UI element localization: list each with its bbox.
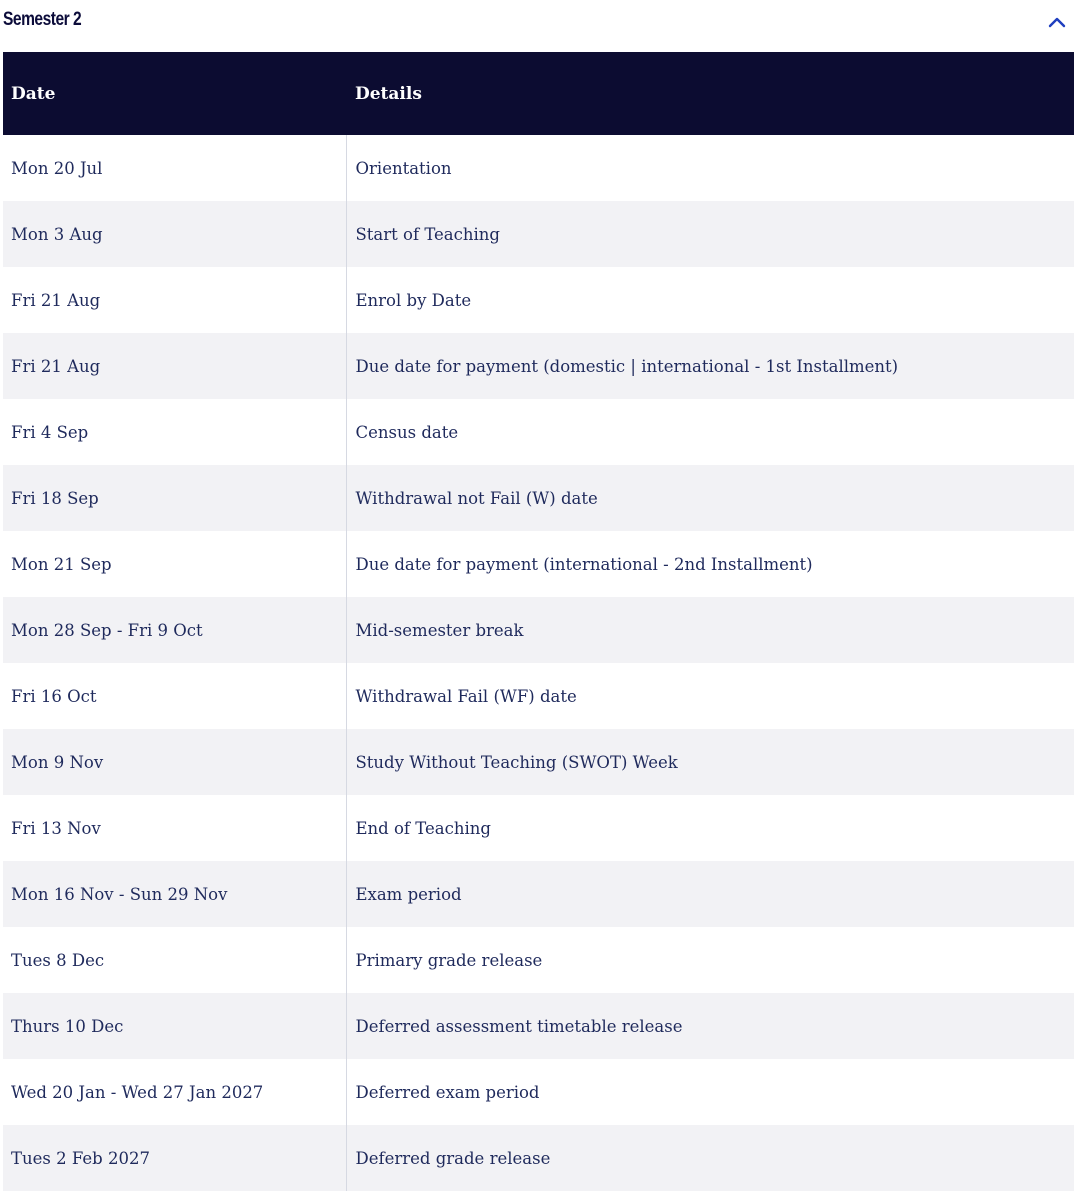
details-cell: End of Teaching <box>355 818 491 838</box>
details-cell: Enrol by Date <box>355 290 472 310</box>
details-cell: Withdrawal Fail (WF) date <box>355 686 577 706</box>
date-cell: Mon 3 Aug <box>3 201 346 267</box>
details-cell: Mid-semester break <box>355 620 524 640</box>
table-row <box>3 1125 1074 1191</box>
date-cell: Fri 13 Nov <box>3 795 346 861</box>
table-row <box>3 729 1074 795</box>
table-row <box>3 267 1074 333</box>
details-cell: Start of Teaching <box>355 224 500 244</box>
date-cell: Fri 21 Aug <box>3 267 346 333</box>
details-cell: Exam period <box>355 884 462 904</box>
table-row <box>3 861 1074 927</box>
date-cell: Mon 16 Nov - Sun 29 Nov <box>3 861 346 927</box>
date-cell: Fri 18 Sep <box>3 465 346 531</box>
accordion-title: Semester 2 <box>3 9 82 30</box>
date-cell: Mon 9 Nov <box>3 729 346 795</box>
table-row <box>3 993 1074 1059</box>
table-row <box>3 399 1074 465</box>
date-cell: Mon 28 Sep - Fri 9 Oct <box>3 597 346 663</box>
table-header-row <box>3 52 1074 135</box>
column-header-date: Date <box>11 83 56 104</box>
details-cell: Withdrawal not Fail (W) date <box>355 488 598 508</box>
table-row <box>3 531 1074 597</box>
table-row <box>3 1059 1074 1125</box>
table-row <box>3 927 1074 993</box>
date-cell: Mon 20 Jul <box>3 135 346 201</box>
date-cell: Fri 16 Oct <box>3 663 346 729</box>
date-cell: Tues 8 Dec <box>3 927 346 993</box>
table-row <box>3 465 1074 531</box>
details-cell: Deferred exam period <box>355 1082 540 1102</box>
chevron-up-icon[interactable] <box>1046 13 1068 31</box>
date-cell: Mon 21 Sep <box>3 531 346 597</box>
details-cell: Deferred grade release <box>355 1148 551 1168</box>
semester-dates-table-container <box>3 52 1074 1191</box>
details-cell: Primary grade release <box>355 950 543 970</box>
date-cell: Fri 21 Aug <box>3 333 346 399</box>
date-cell: Thurs 10 Dec <box>3 993 346 1059</box>
date-cell: Wed 20 Jan - Wed 27 Jan 2027 <box>3 1059 346 1125</box>
details-cell: Orientation <box>355 158 452 178</box>
column-header-details: Details <box>355 83 422 104</box>
table-row <box>3 201 1074 267</box>
details-cell: Census date <box>355 422 459 442</box>
semester-dates-table <box>3 52 1074 1191</box>
table-row <box>3 795 1074 861</box>
date-cell: Fri 4 Sep <box>3 399 346 465</box>
details-cell: Study Without Teaching (SWOT) Week <box>355 752 678 772</box>
details-cell: Due date for payment (international - 2nd Installment) <box>355 554 813 574</box>
details-cell: Due date for payment (domestic | international - 1st Installment) <box>355 356 899 376</box>
table-row <box>3 663 1074 729</box>
accordion-header[interactable] <box>0 0 1080 52</box>
details-cell: Deferred assessment timetable release <box>355 1016 683 1036</box>
table-row <box>3 333 1074 399</box>
table-row <box>3 597 1074 663</box>
date-cell: Tues 2 Feb 2027 <box>3 1125 346 1191</box>
table-row <box>3 135 1074 201</box>
